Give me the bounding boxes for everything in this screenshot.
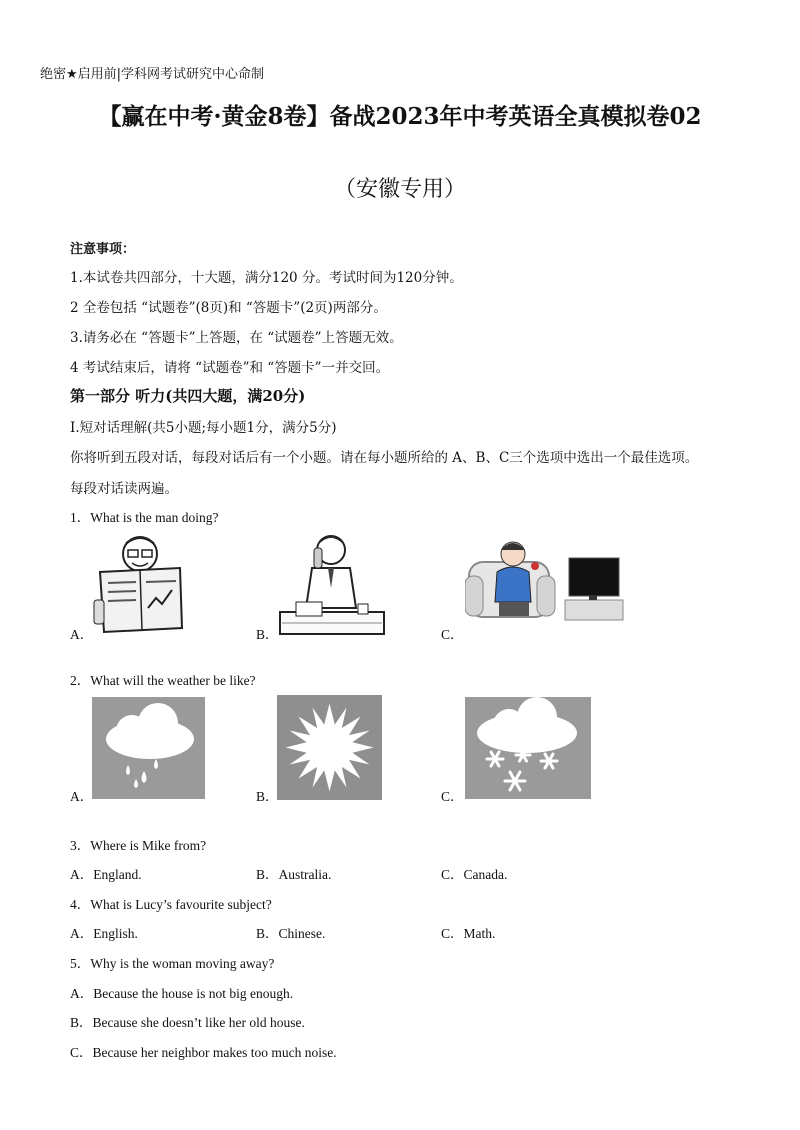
rainy-cloud-image xyxy=(92,697,205,799)
option-b: B．Because she doesn’t like her old house. xyxy=(70,1015,305,1030)
option-c: C．Math. xyxy=(441,926,496,941)
option-label: B． xyxy=(256,627,279,642)
option-label: C． xyxy=(441,789,464,804)
man-on-sofa-watching-tv-image xyxy=(465,532,625,627)
notice-heading: 注意事项： xyxy=(70,242,136,257)
part-heading: 第一部分 听力(共四大题，满20分) xyxy=(70,387,306,405)
option-b: B．Chinese. xyxy=(256,926,326,941)
notice-item: 4 考试结束后，请将 “试题卷”和 “答题卡”一并交回。 xyxy=(70,360,390,376)
header-note: 绝密★启用前|学科网考试研究中心命制 xyxy=(40,67,265,82)
notice-item: 3.请务必在 “答题卡”上答题，在 “试题卷”上答题无效。 xyxy=(70,330,403,346)
page-subtitle: （安徽专用） xyxy=(333,177,466,202)
option-a: A．Because the house is not big enough. xyxy=(70,986,294,1001)
option-c: C．Canada. xyxy=(441,867,508,882)
option-label: C． xyxy=(441,627,464,642)
option-a: A．English. xyxy=(70,926,138,941)
option-c: C．Because her neighbor makes too much noise. xyxy=(70,1045,337,1060)
page-title: 【赢在中考·黄金8卷】备战2023年中考英语全真模拟卷02 xyxy=(98,103,702,130)
man-on-telephone-image xyxy=(276,528,386,638)
option-label: A． xyxy=(70,789,94,804)
option-a: A．England. xyxy=(70,867,142,882)
notice-item: 2 全卷包括 “试题卷”(8页)和 “答题卡”(2页)两部分。 xyxy=(70,300,387,316)
question-stem: 1．What is the man doing? xyxy=(70,510,219,525)
section-instruction: 你将听到五段对话，每段对话后有一个小题。请在每小题所给的 A、B、C三个选项中选出一个最佳选项。 xyxy=(70,450,699,466)
option-label: A． xyxy=(70,627,94,642)
section-heading: I.短对话理解(共5小题;每小题1分，满分5分) xyxy=(70,420,337,436)
section-instruction: 每段对话读两遍。 xyxy=(70,481,178,497)
sunny-image xyxy=(277,695,382,800)
question-stem: 5．Why is the woman moving away? xyxy=(70,956,275,971)
option-label: B． xyxy=(256,789,279,804)
man-reading-newspaper-image xyxy=(92,528,187,638)
question-stem: 4．What is Lucy’s favourite subject? xyxy=(70,897,272,912)
snowy-cloud-image xyxy=(465,697,591,799)
notice-item: 1.本试卷共四部分，十大题，满分120 分。考试时间为120分钟。 xyxy=(70,270,463,286)
question-stem: 2．What will the weather be like? xyxy=(70,673,256,688)
option-b: B．Australia. xyxy=(256,867,332,882)
question-stem: 3．Where is Mike from? xyxy=(70,838,207,853)
